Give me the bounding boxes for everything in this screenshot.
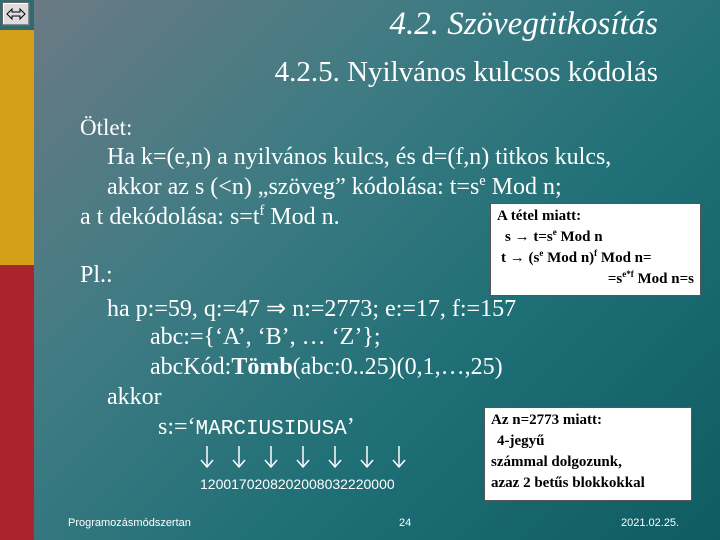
theorem-note-row-3: $=s^{e*f}$ Mod n=s bbox=[607, 269, 694, 287]
sidebar-red-block bbox=[0, 265, 34, 540]
example-line-1: ha p:=59, q:=47 ⇒ n:=2773; e:=17, f:=157 bbox=[107, 296, 517, 322]
encoded-digits: 1200170208202008032220000 bbox=[200, 476, 395, 492]
down-arrow-icon bbox=[265, 446, 277, 467]
example-line-4: akkor bbox=[107, 384, 162, 410]
idea-line-1: Ha k=(e,n) a nyilvános kulcs, és d=(f,n) titkos kulcs, bbox=[107, 144, 612, 170]
idea-line-2: akkor az s (<n) „szöveg” kódolása: $t=s^e$ Mod n; bbox=[107, 173, 562, 200]
left-sidebar bbox=[0, 0, 34, 540]
down-arrow-icon bbox=[361, 446, 373, 467]
block-note-line-2: 4-jegyű bbox=[497, 433, 545, 449]
footer-date: 2021.02.25. bbox=[621, 517, 680, 529]
encoding-arrows bbox=[197, 444, 407, 474]
down-arrow-icon bbox=[329, 446, 341, 467]
theorem-note-box bbox=[490, 203, 701, 296]
footer-page-number: 24 bbox=[399, 517, 412, 529]
footer-course-name: Programozásmódszertan bbox=[68, 517, 191, 529]
example-label: Pl.: bbox=[80, 262, 113, 288]
down-arrow-icon bbox=[233, 446, 245, 467]
example-line-2: abc:={‘A’, ‘B’, … ‘Z’}; bbox=[150, 324, 381, 350]
example-line-3: abcKód:Tömb(abc:0..25)(0,1,…,25) bbox=[150, 354, 503, 380]
slide-title: 4.2. Szövegtitkosítás bbox=[389, 6, 658, 42]
idea-line-3: a t dekódolása: $s=t^f$ Mod n. bbox=[80, 203, 340, 230]
double-arrow-icon[interactable] bbox=[2, 2, 30, 26]
down-arrow-icon bbox=[297, 446, 309, 467]
block-note-line-3: számmal dolgozunk, bbox=[491, 454, 622, 470]
block-size-note-box bbox=[484, 407, 692, 501]
theorem-note-row-1: $s \to t=s^e$ Mod n bbox=[505, 227, 603, 245]
theorem-note-row-2: $t \to (s^e$ Mod n)$^f$ Mod n= bbox=[501, 248, 652, 266]
example-line-5: s:=‘MARCIUSIDUSA’ bbox=[158, 414, 355, 441]
theorem-note-title: A tétel miatt: bbox=[497, 208, 582, 224]
slide-subtitle: 4.2.5. Nyilvános kulcsos kódolás bbox=[274, 56, 658, 88]
block-note-line-4: azaz 2 betűs blokkokkal bbox=[491, 475, 645, 491]
block-note-line-1: Az n=2773 miatt: bbox=[491, 412, 603, 428]
down-arrow-icon bbox=[393, 446, 405, 467]
idea-label: Ötlet: bbox=[80, 115, 133, 140]
down-arrow-icon bbox=[201, 446, 213, 467]
sidebar-gold-block bbox=[0, 30, 34, 265]
